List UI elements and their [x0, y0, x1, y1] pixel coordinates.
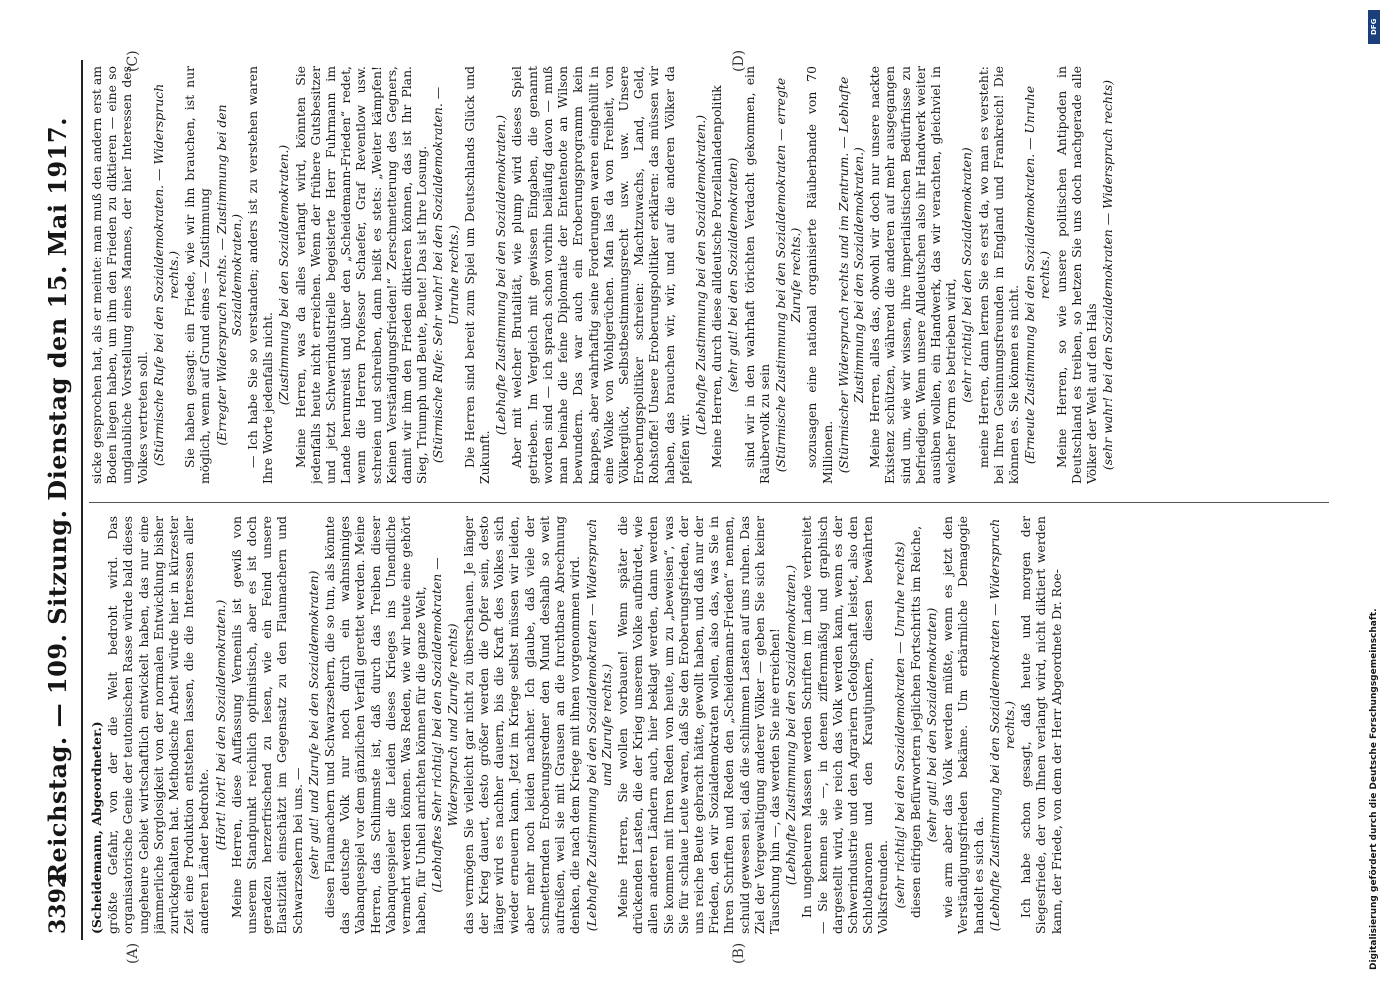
column-paragraph: (sehr gut! bei den Sozialdemokraten)	[725, 157, 741, 393]
column-paragraph: Meine Herren, durch diese alldeutsche Porzellanladenpolitik	[709, 85, 725, 468]
page-number: 3392	[45, 872, 71, 934]
column-paragraph: (Lebhafte Zustimmung bei den Sozialdemokraten — Widerspruch rechts.)	[986, 518, 1017, 932]
column-paragraph: (Stürmische Zustimmung bei den Sozialdemokraten — erregte Zurufe rechts.)	[772, 77, 804, 473]
column-paragraph: das vermögen Sie vielleicht gar nicht zu überschauen. Je länger der Krieg dauert, desto größer werden die Opfer sein, desto länger wird es nachher dauern, bis die Kraft des Volkes sich wieder erneuern kann. Jetzt im Kriege selbst müssen wir leiden, aber mehr noch leiden nachher. Ich glaube, daß viele der schmetternden Eroberungsredner den Mund deshalb so weit aufreißen, weil sie mit Grausen an die furchtbare Abrechnung denken, die nach dem Kriege mit ihnen vorgenommen wird.	[460, 516, 583, 934]
margin-mark-d: (D)	[731, 49, 747, 72]
digitization-credit	[1368, 10, 1380, 990]
column-paragraph: (Lebhafte Zustimmung bei den Sozialdemokraten.)	[692, 114, 708, 436]
column-paragraph: In ungeheuren Massen werden Schriften im Lande verbreitet — Sie kennen sie —, in denen ziffernmäßig und graphisch dargestellt wird, wie reich das Volk werden kann, wenn es der Schwerindustrie und den Agrariern Gefolgschaft leistet, also den Schlotbaronen und den Krautjunkern, diesen bewährten Volksfreunden.	[799, 516, 891, 934]
margin-mark-c: (C)	[125, 50, 141, 72]
column-paragraph: Sie haben gesagt: ein Friede, wie wir ihn brauchen, ist nur möglich, wenn auf Grund eines — Zustimmung	[182, 66, 213, 484]
column-paragraph: größte Gefahr, von der die Welt bedroht wird. Das organisatorische Genie der teutonischen Rasse würde bald dieses ungeheure Gebiet wirtschaftlich entwickelt haben, das nur eine jämmerliche Sorglosigkeit von der normalen Entwicklung bisher zurückgehalten hat. Methodische Arbeit würde hier in kürzester Zeit eine Produktion entstehen lassen, die die Interessen aller anderen Länder bedrohte.	[105, 516, 212, 934]
page-title: Reichstag. — 109. Sitzung. Dienstag den 15. Mai 1917.	[43, 117, 72, 883]
column-paragraph: Meine Herren, was da alles verlangt wird, könnten Sie jedenfalls heute nicht erreichen. Wenn der frühere Gutsbesitzer und jetzt Schwerindustrielle begeisterte Herr Fuhrmann im Lande herumreist und über den „Scheidemann-Frieden“ redet, wenn die Herren Professor Schaefer, Graf Reventlow usw. schreien und schreiben, dann heißt es stets: „Weiter kämpfen! Keinen Verständigungsfrieden!“ Zerschmetterung des Gegners, damit wir ihm den Frieden diktieren können, das ist Ihr Plan. Sieg, Triumph und Beute, Beute! Das ist Ihre Losung.	[292, 66, 430, 484]
column-paragraph: — Ich habe Sie so verstanden; anders ist zu verstehen waren Ihre Worte jedenfalls nicht.	[245, 66, 276, 484]
column-paragraph: (Erregter Widerspruch rechts. — Zustimmung bei den Sozialdemokraten.)	[213, 104, 244, 446]
newspaper-page	[41, 49, 1341, 964]
column-paragraph: diesen Flaumachern und Schwarzsehern, die so tun, als könnte das deutsche Volk nur noch durch ein wahnsinniges Vabanquespiel vor dem gänzlichen Verfall gerettet werden. Meine Herren, das Schlimmste ist, daß durch das Treiben dieser Vabanquespieler die Leiden dieses Krieges ins Unendliche vermehrt werden können. Was Reden, wie wir heute eine gehört haben, für Unheil anrichten können für die ganze Welt,	[322, 516, 429, 934]
column-paragraph: (Hört! hört! bei den Sozialdemokraten.)	[212, 599, 228, 851]
column-paragraph: (Stürmische Rufe bei den Sozialdemokraten. — Widerspruch rechts.)	[150, 83, 182, 467]
column-paragraph: (sehr richtig! bei den Sozialdemokraten)	[959, 147, 975, 403]
column-paragraph: Meine Herren, alles das, obwohl wir doch nur unsere nackte Existenz schützen, während die anderen auf mehr ausgegangen sind um, wie wir wissen, ihre imperialistischen Bedürfnisse zu befriedigen. Wenn unsere Alldeutschen also ihr Handwerk weiter ausüben wollen, ein Handwerk, das wir verachten, gleichviel in welcher Form es betrieben wird,	[867, 66, 959, 484]
column-paragraph: Ich habe schon gesagt, daß heute und morgen der Siegesfriede, der von Ihnen verlangt wird, nicht diktiert werden kann, der Friede, von dem der Herr Abgeordnete Dr. Roe-	[1018, 516, 1064, 934]
column-paragraph: (sehr gut! und Zurufe bei den Sozialdemokraten)	[305, 570, 321, 880]
column-paragraph: meine Herren, dann lernen Sie es erst da, wo man es versteht: bei Ihren Gesinnungsfreunden in England und Frankreich! Die können es. Sie können es nicht.	[975, 66, 1021, 484]
margin-mark-a: (A)	[125, 942, 141, 964]
column-paragraph: (Lebhaftes Sehr richtig! bei den Sozialdemokraten — Widerspruch und Zurufe rechts)	[429, 557, 460, 893]
column-paragraph: (Lebhafte Zustimmung bei den Sozialdemokraten.)	[783, 564, 799, 886]
column-paragraph: sind wir in den wahrhaft törichten Verdacht gekommen, ein Räubervolk zu sein	[741, 66, 772, 484]
left-column	[89, 516, 1329, 934]
column-paragraph: (sehr richtig! bei den Sozialdemokraten — Unruhe rechts)	[891, 541, 907, 909]
column-divider	[89, 502, 1329, 503]
column-paragraph: (Erneute Zustimmung bei den Sozialdemokraten. — Unruhe rechts.)	[1022, 85, 1053, 465]
column-paragraph: Meine Herren, Sie wollen vorbauen! Wenn später die drückenden Lasten, die der Krieg unserem Volke aufbürdet, wie allen anderen Ländern auch, hier beklagt werden, dann werden Sie kommen mit Ihren Reden von heute, um zu „beweisen“, was Sie für schlaue Leute waren, daß Sie den Eroberungsfrieden, der uns reiche Beute gebracht hätte, gewollt haben, und daß nur der Frieden, den wir Sozialdemokraten wollen, also das, was Sie in Ihren Schriften und Reden den „Scheidemann-Frieden“ nennen, schuld gewesen sei, daß die schlimmen Lasten auf uns ruhen. Das Ziel der Vergewaltigung anderer Völker — geben Sie sich keiner Täuschung hin —, das werden Sie nie erreichen!	[614, 516, 782, 934]
column-paragraph: (Lebhafte Zustimmung bei den Sozialdemokraten.)	[493, 114, 509, 436]
column-paragraph: (sehr wahr! bei den Sozialdemokraten — Widerspruch rechts)	[1100, 79, 1116, 471]
column-paragraph: Die Herren sind bereit zum Spiel um Deutschlands Glück und Zukunft.	[461, 66, 493, 484]
column-paragraph: (Lebhafte Zustimmung bei den Sozialdemokraten — Widerspruch und Zurufe rechts.)	[583, 518, 614, 932]
column-paragraph: Meine Herren, so wie unsere politischen Antipoden in Deutschland es treiben, so hetzen Sie uns doch nachgerade alle Völker der Welt auf den Hals	[1053, 66, 1099, 484]
page-header	[41, 60, 83, 940]
column-paragraph: (Scheidemann, Abgeordneter.)	[89, 721, 104, 934]
column-paragraph: diesen eifrigen Befürwortern jeglichen Fortschritts im Reiche,	[907, 525, 923, 918]
column-paragraph: sozusagen eine national organisierte Räuberbande von 70 Millionen.	[804, 66, 835, 484]
column-paragraph: Aber mit welcher Brutalität, wie plump wird dieses Spiel getrieben. Im Vergleich mit gewissen Eingaben, die genannt worden sind — ich sprach schon vorhin beiläufig davon — muß man beinahe die feine Diplomatie der Ententenote an Wilson bewundern. Das war auch ein Eroberungsprogramm kein knappes, aber wahrhaftig seine Forderungen waren eingehüllt in eine Wolke von Wohlgerüchen. Man las da von Freiheit, von Völkerglück, Selbstbestimmungsrecht usw. usw. Unsere Eroberungspolitiker schreien: Machtzuwachs, Land, Geld, Rohstoffe! Unsere Eroberungspolitiker erklären: das müssen wir haben, das brauchen wir, wir, und auf die anderen Völker da pfeifen wir.	[509, 66, 692, 484]
column-paragraph: wie arm aber das Volk werden müßte, wenn es jetzt den Verständigungsfrieden bekäme. Um erbärmliche Demagogie handelt es sich da.	[940, 516, 986, 934]
right-column	[89, 66, 1329, 484]
margin-mark-b: (B)	[731, 942, 747, 964]
column-paragraph: (Stürmische Rufe: Sehr wahr! bei den Sozialdemokraten. — Unruhe rechts.)	[430, 86, 461, 464]
column-paragraph: (Stürmischer Widerspruch rechts und im Zentrum. — Lebhafte Zustimmung bei den Sozialdemokraten.)	[835, 76, 866, 474]
dfg-logo: DFG	[1368, 10, 1380, 44]
column-paragraph: (sehr gut! bei den Sozialdemokraten)	[923, 607, 939, 843]
column-paragraph: sicke gesprochen hat, als er meinte: man muß den andern erst am Boden liegen haben, um ihm den Frieden zu diktieren — eine so unglaubliche Vorstellung eines Mannes, der hier Interessen des Volkes vertreten soll.	[89, 66, 150, 484]
column-paragraph: (Zustimmung bei den Sozialdemokraten.)	[276, 144, 292, 406]
column-paragraph: Meine Herren, diese Auffassung Vernenils ist gewiß von unserem Standpunkt reichlich optimistisch, aber es ist doch geradezu herzerfrischend zu lesen, wie ein Feind unsere Elastizität einschätzt im Gegensatz zu den Flaumachern und Schwarzsehern bei uns. —	[228, 516, 305, 934]
credit-text: Digitalisierung gefördert durch die Deutsche Forschungsgemeinschaft.	[1369, 608, 1379, 970]
